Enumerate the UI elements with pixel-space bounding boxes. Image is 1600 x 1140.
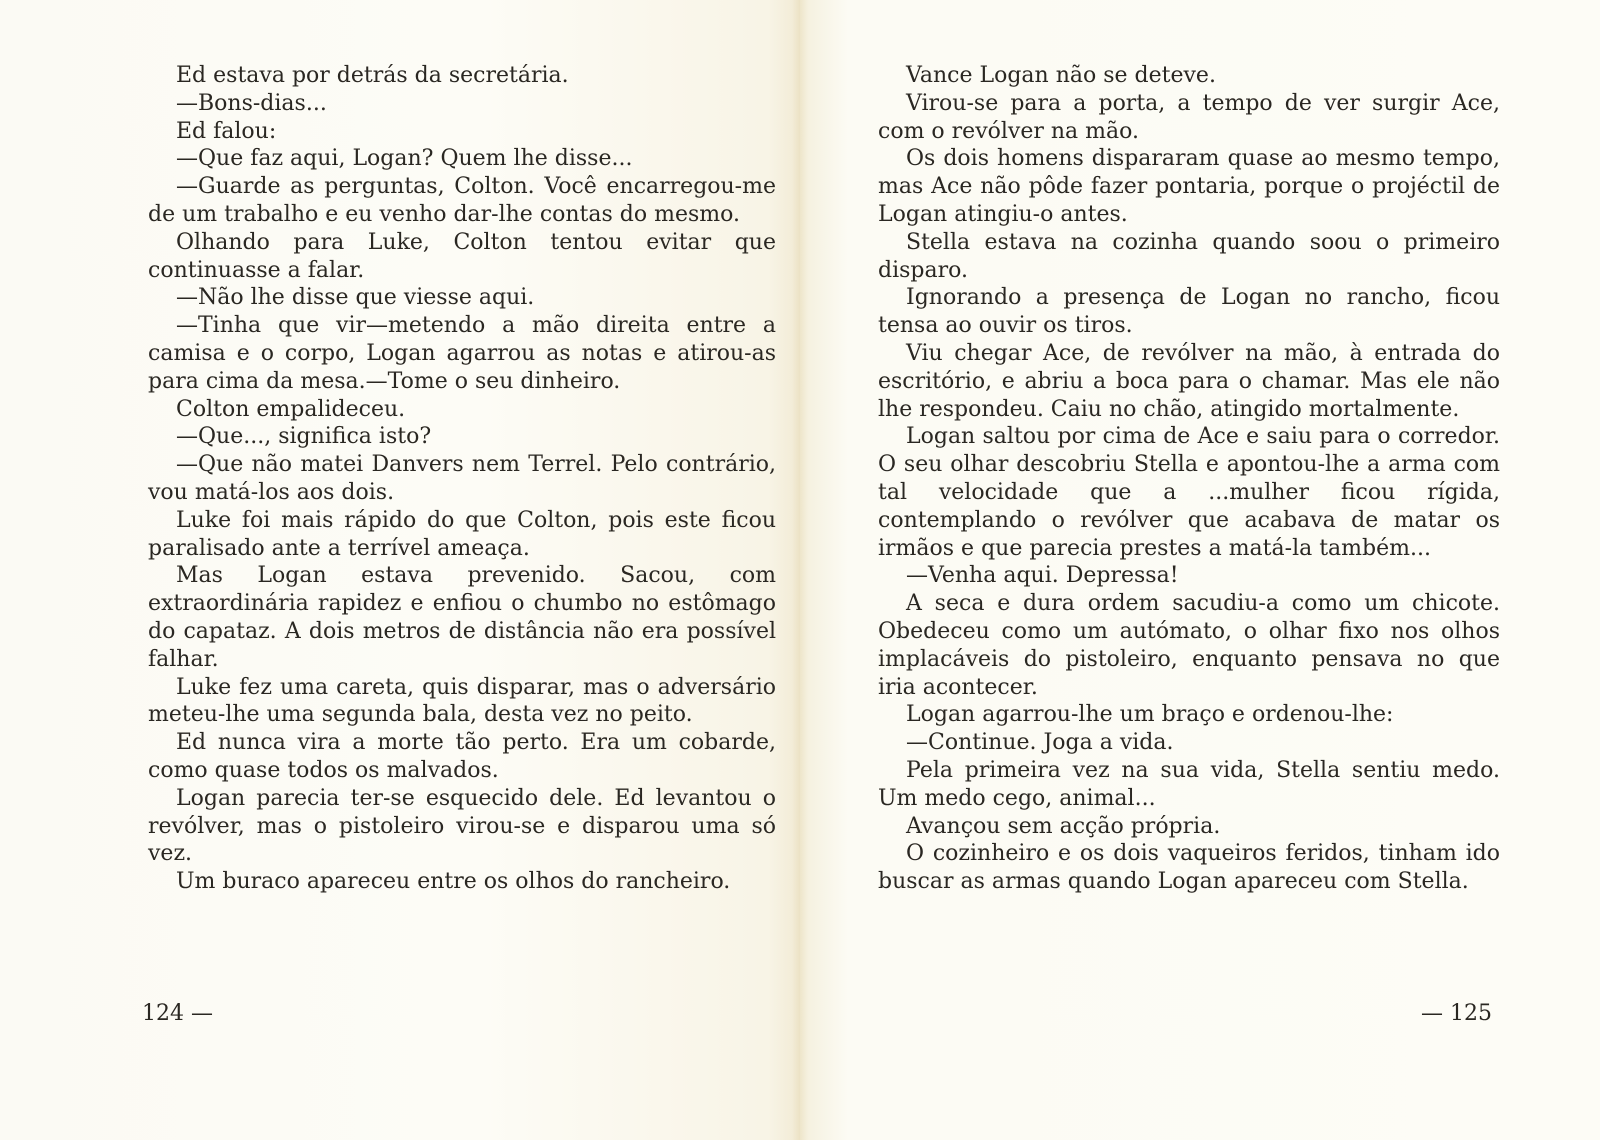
left-page-text bbox=[148, 62, 776, 896]
paragraph: Colton empalideceu. bbox=[176, 396, 406, 422]
paragraph: Ed estava por detrás da secretária. bbox=[176, 63, 569, 88]
paragraph: —Venha aqui. Depressa! bbox=[906, 563, 1179, 589]
paragraph: —Continue. Joga a vida. bbox=[906, 730, 1174, 756]
paragraph: Viu chegar Ace, de revólver na mão, à entrada do escritório, e abriu a boca para o chamar. Mas ele não lhe respondeu. Caiu no chão, atingido mortalmente. bbox=[878, 340, 1500, 422]
right-page-text bbox=[878, 62, 1500, 896]
paragraph: Logan parecia ter-se esquecido dele. Ed levantou o revólver, mas o pistoleiro virou-se e disparou uma só vez. bbox=[148, 785, 776, 867]
paragraph: O cozinheiro e os dois vaqueiros feridos, tinham ido buscar as armas quando Logan apareceu com Stella. bbox=[878, 841, 1500, 895]
paragraph: —Que..., significa isto? bbox=[176, 424, 432, 450]
paragraph: Um buraco apareceu entre os olhos do rancheiro. bbox=[176, 869, 731, 895]
paragraph: —Que não matei Danvers nem Terrel. Pelo contrário, vou matá-los aos dois. bbox=[148, 452, 776, 505]
paragraph: —Tinha que vir—metendo a mão direita entre a camisa e o corpo, Logan agarrou as notas e atirou-as para cima da mesa.—Tome o seu dinheiro. bbox=[148, 313, 776, 394]
paragraph: —Guarde as perguntas, Colton. Você encarregou-me de um trabalho e eu venho dar-lhe contas do mesmo. bbox=[148, 174, 776, 227]
paragraph: —Que faz aqui, Logan? Quem lhe disse... bbox=[176, 146, 633, 172]
paragraph: Logan saltou por cima de Ace e saiu para o corredor. O seu olhar descobriu Stella e apontou-lhe a arma com tal velocidade que a ...mulher ficou rígida, contemplando o revólver que acabava de matar os irmãos e que parecia prestes a matá-la também... bbox=[878, 424, 1500, 561]
paragraph: Luke foi mais rápido do que Colton, pois este ficou paralisado ante a terrível ameaça. bbox=[148, 507, 776, 561]
paragraph: Luke fez uma careta, quis disparar, mas o adversário meteu-lhe uma segunda bala, desta vez no peito. bbox=[148, 674, 776, 728]
paragraph: Vance Logan não se deteve. bbox=[906, 63, 1216, 88]
paragraph: Ignorando a presença de Logan no rancho, ficou tensa ao ouvir os tiros. bbox=[878, 285, 1500, 339]
paragraph: Ed nunca vira a morte tão perto. Era um cobarde, como quase todos os malvados. bbox=[148, 730, 776, 783]
paragraph: Virou-se para a porta, a tempo de ver surgir Ace, com o revólver na mão. bbox=[878, 90, 1500, 144]
paragraph: Mas Logan estava prevenido. Sacou, com extraordinária rapidez e enfiou o chumbo no estômago do capataz. A dois metros de distância não era possível falhar. bbox=[148, 563, 776, 672]
paragraph: Stella estava na cozinha quando soou o primeiro disparo. bbox=[878, 229, 1500, 283]
right-page bbox=[800, 0, 1600, 1140]
paragraph: Avançou sem acção própria. bbox=[906, 813, 1221, 839]
page-number-right: — 125 bbox=[1421, 1001, 1492, 1026]
page-number-left: 124 — bbox=[142, 1001, 213, 1026]
paragraph: —Bons-dias... bbox=[176, 90, 327, 116]
book-gutter bbox=[792, 0, 808, 1140]
paragraph: Os dois homens dispararam quase ao mesmo tempo, mas Ace não pôde fazer pontaria, porque o projéctil de Logan atingiu-o antes. bbox=[878, 146, 1500, 227]
paragraph: Pela primeira vez na sua vida, Stella sentiu medo. Um medo cego, animal... bbox=[878, 757, 1500, 811]
paragraph: Logan agarrou-lhe um braço e ordenou-lhe: bbox=[906, 702, 1394, 728]
paragraph: A seca e dura ordem sacudiu-a como um chicote. Obedeceu como um autómato, o olhar fixo nos olhos implacáveis do pistoleiro, enquanto pensava no que iria acontecer. bbox=[878, 591, 1500, 700]
paragraph: Ed falou: bbox=[176, 118, 277, 144]
paragraph: —Não lhe disse que viesse aqui. bbox=[176, 285, 535, 311]
paragraph: Olhando para Luke, Colton tentou evitar que continuasse a falar. bbox=[148, 229, 776, 283]
